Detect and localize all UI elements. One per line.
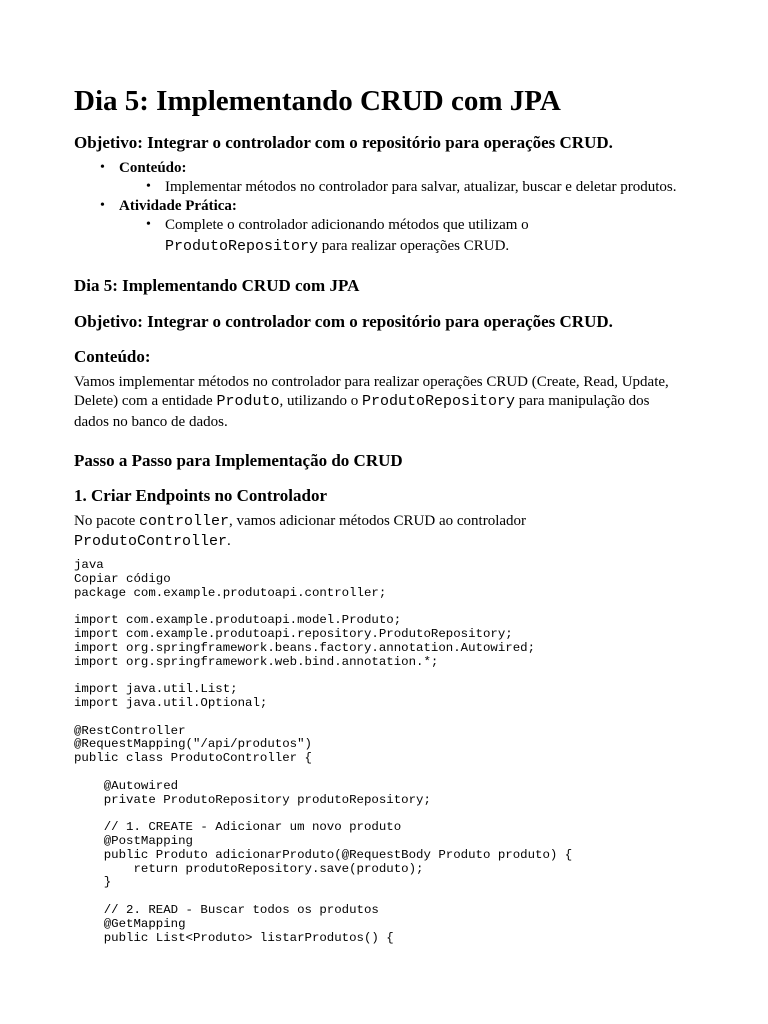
inline-code: ProdutoRepository (361, 393, 515, 410)
conteudo-paragraph-line3: dados no banco de dados. (74, 414, 228, 430)
code-line (74, 711, 572, 725)
conteudo-paragraph-line1: Vamos implementar métodos no controlador para realizar operações CRUD (Create, Read, Update, (74, 374, 669, 390)
code-line: @GetMapping (74, 916, 186, 931)
atividade-item-line2: ProdutoRepository para realizar operações CRUD. (165, 238, 510, 255)
conteudo-paragraph-line2: Delete) com a entidade Produto, utilizando o ProdutoRepository para manipulação dos (74, 393, 650, 410)
conteudo-label: Conteúdo: (119, 160, 187, 176)
code-line: public List<Produto> listarProdutos() { (74, 930, 394, 945)
code-line: return produtoRepository.save(produto); (74, 861, 424, 876)
code-line (74, 669, 572, 683)
code-line: public class ProdutoController { (74, 751, 312, 766)
step1-heading: 1. Criar Endpoints no Controlador (74, 486, 327, 505)
inline-code: controller (138, 513, 229, 530)
atividade-item-line1: Complete o controlador adicionando métodos que utilizam o (165, 217, 529, 233)
passo-heading: Passo a Passo para Implementação do CRUD (74, 451, 403, 470)
code-line: import java.util.Optional; (74, 695, 268, 710)
code-line: // 2. READ - Buscar todos os produtos (74, 902, 379, 917)
code-block (74, 559, 572, 945)
code-line: } (74, 875, 112, 890)
code-line: private ProdutoRepository produtoRepository; (74, 792, 431, 807)
code-line: Copiar código (74, 571, 171, 586)
code-line (74, 807, 572, 821)
code-line: @RestController (74, 723, 186, 738)
inline-code: ProdutoRepository (165, 238, 319, 255)
inline-code: Produto (216, 393, 280, 410)
conteudo-item: Implementar métodos no controlador para salvar, atualizar, buscar e deletar produtos. (165, 179, 677, 195)
code-line: @PostMapping (74, 833, 193, 848)
code-line: import org.springframework.beans.factory.annotation.Autowired; (74, 640, 536, 655)
code-line: // 1. CREATE - Adicionar um novo produto (74, 820, 402, 835)
bullet-icon: • (100, 160, 105, 175)
code-line: import java.util.List; (74, 682, 238, 697)
inline-code: ProdutoController (74, 533, 228, 550)
code-line: import com.example.produtoapi.model.Produto; (74, 613, 402, 628)
code-line: java (74, 558, 104, 572)
section-objective: Objetivo: Integrar o controlador com o repositório para operações CRUD. (74, 312, 613, 331)
code-line: public Produto adicionarProduto(@RequestBody Produto produto) { (74, 847, 573, 862)
step1-paragraph-line2: ProdutoController. (74, 533, 231, 550)
code-line (74, 766, 572, 780)
code-line: import org.springframework.web.bind.annotation.*; (74, 654, 439, 669)
code-line: @RequestMapping("/api/produtos") (74, 737, 312, 752)
bullet-icon: • (146, 179, 151, 194)
atividade-label: Atividade Prática: (119, 198, 237, 214)
step1-paragraph-line1: No pacote controller, vamos adicionar métodos CRUD ao controlador (74, 513, 527, 530)
bullet-icon: • (146, 217, 151, 232)
code-line: package com.example.produtoapi.controller; (74, 585, 387, 600)
code-line (74, 600, 572, 614)
objective-top: Objetivo: Integrar o controlador com o repositório para operações CRUD. (74, 133, 613, 152)
bullet-icon: • (100, 198, 105, 213)
code-line: import com.example.produtoapi.repository.ProdutoRepository; (74, 626, 513, 641)
section-title: Dia 5: Implementando CRUD com JPA (74, 276, 360, 295)
code-line (74, 890, 572, 904)
conteudo-heading: Conteúdo: (74, 347, 151, 366)
code-line: @Autowired (74, 778, 179, 793)
page-title: Dia 5: Implementando CRUD com JPA (74, 85, 561, 117)
